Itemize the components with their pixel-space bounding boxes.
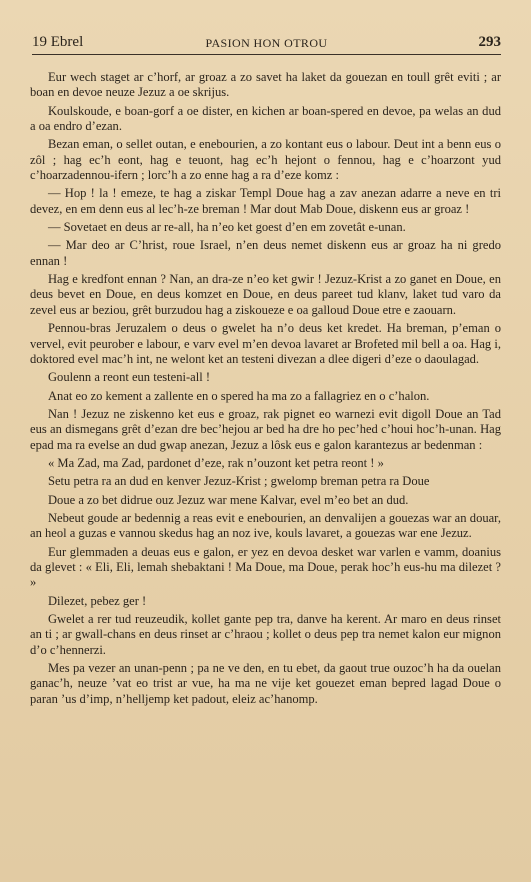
paragraph: « Ma Zad, ma Zad, pardonet d’eze, rak n’ouzont ket petra reont ! » <box>48 455 384 470</box>
paragraph: Doue a zo bet didrue ouz Jezuz war mene Kalvar, evel m’eo bet an dud. <box>48 492 409 507</box>
body-text <box>30 70 501 710</box>
paragraph: — Sovetaet en deus ar re-all, ha n’eo ket goest d’en em zovetât e-unan. <box>48 220 406 235</box>
paragraph: — Mar deo ar C’hrist, roue Israel, n’en deus nemet diskenn eus ar groaz ha ni gredo ennan ! <box>30 238 501 268</box>
page-number: 293 <box>478 34 501 50</box>
paragraph: Mes pa vezer an unan-penn ; pa ne ve den, en tu ebet, da gaout true ouzoc’h ha da ouelan ganac’h, neuze ’vat eo trist ar vue, ha ma ne vije ket gouezet eman bepred lagad Doue o paran ’us d’imp, n’helljemp ket padout, eleiz ac’hanomp. <box>30 661 501 706</box>
paragraph: Gwelet a rer tud reuzeudik, kollet gante pep tra, danve ha kerent. Ar maro en deus rinset an ti ; ar gwall-chans en deus rinset ar c’hraou ; kollet o deus pep tra nemet kalon eur mignon d’o c’hennerzi. <box>30 612 501 657</box>
paragraph: Pennou-bras Jeruzalem o deus o gwelet ha n’o deus ket kredet. Ha breman, p’eman o vervel, evit peurober e labour, e varv evel m’en devoa lavaret ar Brofeted mil bell a oa. Hag i, doktored evel mac’h int, ne welont ket an testeni divezan a dlee digeri d’eze o daoulagad. <box>30 321 501 366</box>
header-date: 19 Ebrel <box>32 34 84 50</box>
paragraph: Eur wech staget ar c’horf, ar groaz a zo savet ha laket da gouezan en toull grêt eviti ; ar boan en devoe neuze Jezuz a oe skrijus. <box>30 70 501 100</box>
paragraph: Setu petra ra an dud en kenver Jezuz-Krist ; gwelomp breman petra ra Doue <box>48 474 430 489</box>
paragraph: Goulenn a reont eun testeni-all ! <box>48 370 211 385</box>
paragraph: — Hop ! la ! emeze, te hag a ziskar Templ Doue hag a zav anezan adarre a neve en tri devez, en em denn eus al lec’h-ze breman ! Mar dout Mab Doue, diskenn eus ar groaz ! <box>30 186 501 216</box>
paragraph: Anat eo zo kement a zallente en o spered ha ma zo a fallagriez en o c’halon. <box>48 388 430 403</box>
header-title: PASION HON OTROU <box>205 36 328 50</box>
paragraph: Dilezet, pebez ger ! <box>48 593 147 608</box>
paragraph: Nan ! Jezuz ne ziskenno ket eus e groaz, rak pignet eo warnezi evit digoll Doue an Tad eus an dismegans grêt d’ezan dre bec’hejou ar bed ha dre ho pec’hed c’houi hoc’h-unan. Hag epad ma ra evelse an dud gwap anezan, Jezuz a lôsk eus e galon karantezus ar bedenman : <box>30 406 501 452</box>
running-header <box>32 30 501 55</box>
paragraph: Hag e kredfont ennan ? Nan, an dra-ze n’eo ket gwir ! Jezuz-Krist a zo ganet en Doue, en deus bevet en Doue, en deus komzet en Doue, en deus pareet tud klanv, laket tud varo da zevel eus ar beziou, grêt burzudou hag a ziskoueze e oa galloud Doue etre e zaouarn. <box>30 272 501 317</box>
paragraph: Nebeut goude ar bedennig a reas evit e enebourien, an denvalijen a gouezas war an douar, an heol a guzas e vannou skedus hag an noz ive, kouls lavaret, a gouezas war ene Jezuz. <box>30 510 501 541</box>
paragraph: Koulskoude, e boan-gorf a oe dister, en kichen ar boan-spered en devoe, pa welas an dud a oa endro d’ezan. <box>30 103 501 134</box>
paragraph: Bezan eman, o sellet outan, e enebourien, a zo kontant eus o labour. Deut int a benn eus o zôl ; hag ec’h eont, hag e teuont, hag ec’h hejont o fennou, hag e c’hoarzont yud c’hoarzadennou-ifern ; lorc’h a zo enne hag a ra d’eze komz : <box>30 137 501 183</box>
paragraph: Eur glemmaden a deuas eus e galon, er yez en devoa desket war varlen e vamm, doanius da glevet : « Eli, Eli, lemah shebaktani ! Ma Doue, ma Doue, perak hoc’h eus-hu ma dilezet ? » <box>30 544 501 590</box>
